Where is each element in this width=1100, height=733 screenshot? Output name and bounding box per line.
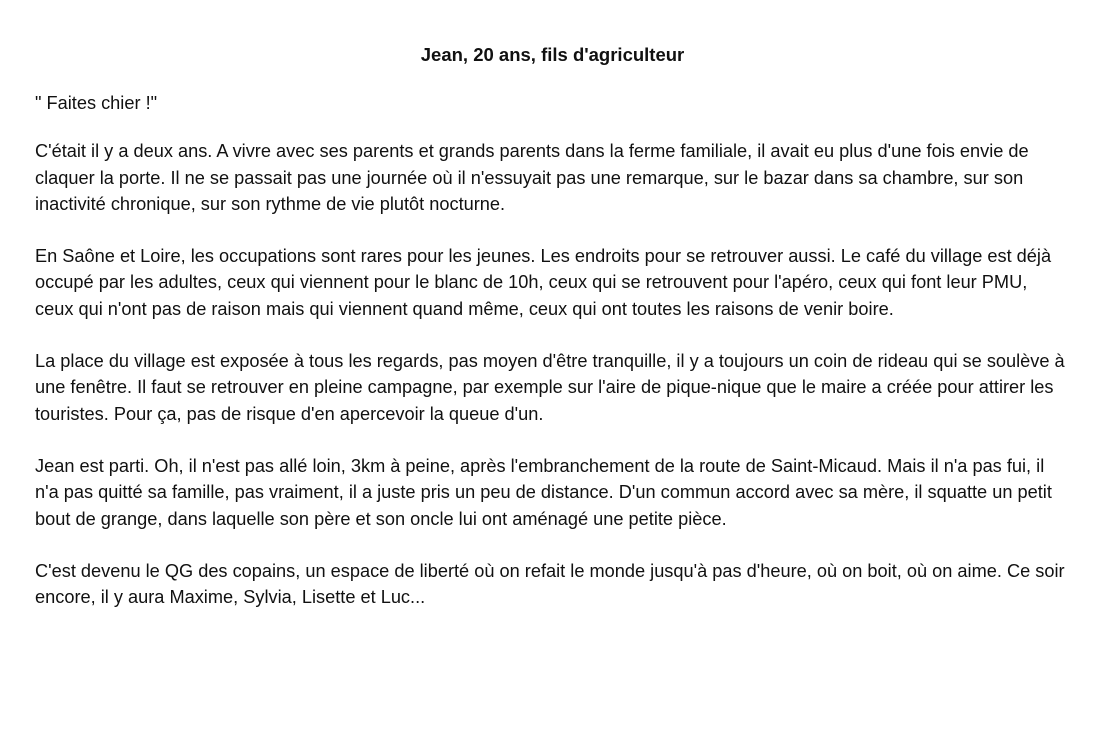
paragraph-2: En Saône et Loire, les occupations sont rares pour les jeunes. Les endroits pour se retrouver aussi. Le café du village est déjà occupé par les adultes, ceux qui viennent pour le blanc de 10h, ceux qui se retrouvent pour l'apéro, ceux qui font leur PMU, ceux qui n'ont pas de raison mais qui viennent quand même, ceux qui ont toutes les raisons de venir boire. [35, 246, 1052, 319]
paragraph-1: C'était il y a deux ans. A vivre avec ses parents et grands parents dans la ferme familiale, il avait eu plus d'une fois envie de claquer la porte. Il ne se passait pas une journée où il n'essuyait pas une remarque, sur le bazar dans sa chambre, sur son inactivité chronique, sur son rythme de vie plutôt nocturne. [35, 141, 1029, 214]
paragraph-5: C'est devenu le QG des copains, un espace de liberté où on refait le monde jusqu'à pas d'heure, où on boit, où on aime. Ce soir encore, il y aura Maxime, Sylvia, Lisette et Luc... [35, 560, 1065, 608]
document-page [35, 40, 1070, 636]
paragraph-quote: " Faites chier !" [35, 93, 158, 113]
paragraph-4: Jean est parti. Oh, il n'est pas allé loin, 3km à peine, après l'embranchement de la route de Saint-Micaud. Mais il n'a pas fui, il n'a pas quitté sa famille, pas vraiment, il a juste pris un peu de distance. D'un commun accord avec sa mère, il squatte un petit bout de grange, dans laquelle son père et son oncle lui ont aménagé une petite pièce. [35, 455, 1052, 529]
document-title: Jean, 20 ans, fils d'agriculteur [420, 44, 685, 65]
paragraph-3: La place du village est exposée à tous les regards, pas moyen d'être tranquille, il y a toujours un coin de rideau qui se soulève à une fenêtre. Il faut se retrouver en pleine campagne, par exemple sur l'aire de pique-nique que le maire a créée pour attirer les touristes. Pour ça, pas de risque d'en apercevoir la queue d'un. [35, 351, 1065, 424]
